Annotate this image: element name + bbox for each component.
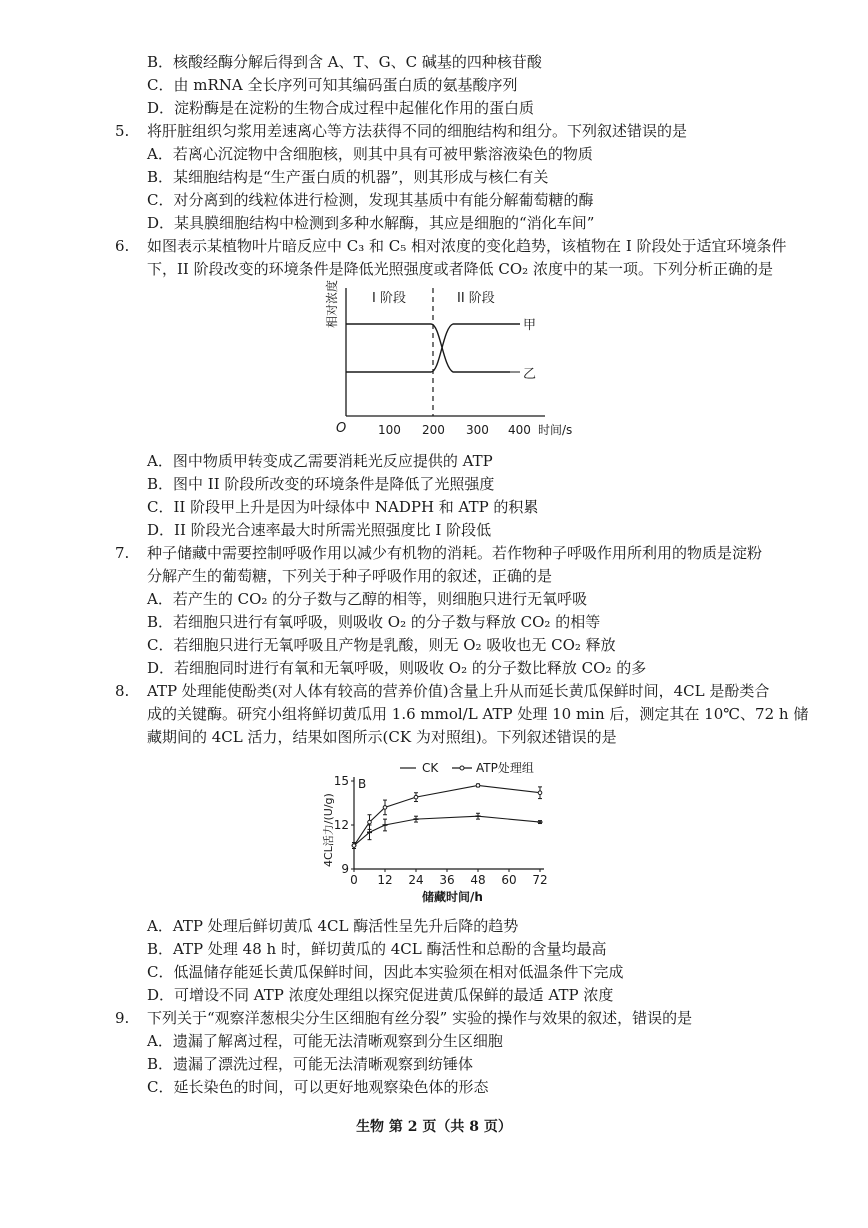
q8-stem-line3: 藏期间的 4CL 活力，结果如图所示(CK 为对照组)。下列叙述错误的是	[147, 728, 617, 746]
q6-stem-line1: 如图表示某植物叶片暗反应中 C₃ 和 C₅ 相对浓度的变化趋势，该植物在 I 阶段处于适宜环境条件	[147, 237, 787, 255]
c2-series-line-0	[354, 816, 540, 845]
q4-option-b: B．核酸经酶分解后得到含 A、T、G、C 碱基的四种核苷酸	[147, 53, 542, 71]
c2-x-tick-12: 12	[377, 873, 393, 887]
q8-option-b: B．ATP 处理 48 h 时，鲜切黄瓜的 4CL 酶活性和总酚的含量均最高	[147, 940, 607, 958]
q8-option-c: C．低温储存能延长黄瓜保鲜时间，因此本实验须在相对低温条件下完成	[147, 963, 624, 981]
c2-x-axis-label: 储藏时间/h	[422, 890, 483, 904]
c2-x-tick-60: 60	[501, 873, 517, 887]
origin-label: O	[336, 421, 347, 436]
c2-x-tick-36: 36	[439, 873, 455, 887]
c2-point-1-2	[383, 806, 387, 810]
c2-x-tick-0: 0	[350, 873, 358, 887]
q8-option-a: A．ATP 处理后鲜切黄瓜 4CL 酶活性呈先升后降的趋势	[147, 917, 519, 935]
q6-option-b: B．图中 II 阶段所改变的环境条件是降低了光照强度	[147, 475, 495, 493]
q8-number: 8.	[115, 682, 130, 700]
q9-number: 9.	[115, 1009, 130, 1027]
q8-stem-line2: 成的关键酶。研究小组将鲜切黄瓜用 1.6 mmol/L ATP 处理 10 min 后，测定其在 10℃、72 h 储	[147, 705, 809, 723]
q6-option-d: D．II 阶段光合速率最大时所需光照强度比 I 阶段低	[147, 521, 492, 539]
q5-option-c: C．对分离到的线粒体进行检测，发现其基质中有能分解葡萄糖的酶	[147, 191, 594, 209]
q7-option-b: B．若细胞只进行有氧呼吸，则吸收 O₂ 的分子数与释放 CO₂ 的相等	[147, 613, 601, 631]
q7-option-d: D．若细胞同时进行有氧和无氧呼吸，则吸收 O₂ 的分子数比释放 CO₂ 的多	[147, 659, 647, 677]
q9-option-a: A．遗漏了解离过程，可能无法清晰观察到分生区细胞	[147, 1032, 503, 1050]
q5-option-a: A．若离心沉淀物中含细胞核，则其中具有可被甲紫溶液染色的物质	[147, 145, 593, 163]
label-yi: 乙	[523, 367, 537, 382]
legend-atp-marker	[460, 766, 464, 770]
c2-y-tick-12: 12	[333, 818, 349, 832]
q6-option-c: C．II 阶段甲上升是因为叶绿体中 NADPH 和 ATP 的积累	[147, 498, 539, 516]
q6-option-a: A．图中物质甲转变成乙需要消耗光反应提供的 ATP	[147, 452, 493, 470]
q7-option-c: C．若细胞只进行无氧呼吸且产物是乳酸，则无 O₂ 吸收也无 CO₂ 释放	[147, 636, 616, 654]
q7-stem-line1: 种子储藏中需要控制呼吸作用以减少有机物的消耗。若作物种子呼吸作用所利用的物质是淀粉	[147, 544, 763, 562]
x-tick-100: 100	[378, 423, 401, 437]
phase-1-label: I 阶段	[372, 291, 406, 306]
q9-stem: 下列关于“观察洋葱根尖分生区细胞有丝分裂” 实验的操作与效果的叙述，错误的是	[147, 1009, 693, 1027]
q9-option-b: B．遗漏了漂洗过程，可能无法清晰观察到纺锤体	[147, 1055, 474, 1073]
q5-option-b: B．某细胞结构是“生产蛋白质的机器”，则其形成与核仁有关	[147, 168, 549, 186]
legend-atp-label: ATP处理组	[476, 761, 534, 775]
c2-y-tick-9: 9	[341, 862, 349, 876]
q9-option-c: C．延长染色的时间，可以更好地观察染色体的形态	[147, 1078, 489, 1096]
legend-ck-label: CK	[422, 761, 439, 775]
x-tick-300: 300	[466, 423, 489, 437]
page-footer: 生物 第 2 页（共 8 页）	[356, 1119, 512, 1135]
q6-number: 6.	[115, 237, 130, 255]
q5-number: 5.	[115, 122, 130, 140]
q6-stem-line2: 下，II 阶段改变的环境条件是降低光照强度或者降低 CO₂ 浓度中的某一项。下列分析正确的是	[147, 260, 773, 278]
c2-y-tick-15: 15	[333, 774, 349, 788]
q7-number: 7.	[115, 544, 130, 562]
q8-option-d: D．可增设不同 ATP 浓度处理组以探究促进黄瓜保鲜的最适 ATP 浓度	[147, 986, 614, 1004]
q4-option-d: D．淀粉酶是在淀粉的生物合成过程中起催化作用的蛋白质	[147, 99, 535, 117]
q5-option-d: D．某具膜细胞结构中检测到多种水解酶，其应是细胞的“消化车间”	[147, 214, 595, 232]
y-axis-label: 相对浓度	[325, 280, 339, 328]
q8-stem-line1: ATP 处理能使酚类(对人体有较高的营养价值)含量上升从而延长黄瓜保鲜时间，4CL 是酚类合	[147, 682, 770, 700]
c2-y-axis-label: 4CL活力/(U/g)	[322, 793, 335, 867]
c2-x-tick-48: 48	[470, 873, 486, 887]
x-tick-200: 200	[422, 423, 445, 437]
c2-point-1-1	[368, 820, 372, 824]
c2-point-1-0	[352, 844, 356, 848]
q4-option-c: C．由 mRNA 全长序列可知其编码蛋白质的氨基酸序列	[147, 76, 518, 94]
c2-series-line-1	[354, 785, 540, 845]
curve-jia	[346, 324, 510, 372]
c2-point-1-4	[476, 784, 480, 788]
c2-x-tick-72: 72	[532, 873, 548, 887]
label-jia: 甲	[523, 318, 537, 333]
phase-2-label: II 阶段	[457, 291, 495, 306]
x-tick-400: 400	[508, 423, 531, 437]
c2-point-1-5	[538, 791, 542, 795]
q7-stem-line2: 分解产生的葡萄糖，下列关于种子呼吸作用的叙述，正确的是	[147, 567, 553, 585]
c2-x-tick-24: 24	[408, 873, 424, 887]
c2-point-1-3	[414, 795, 418, 799]
x-axis-label: 时间/s	[538, 423, 573, 437]
q6-concentration-chart	[320, 280, 590, 445]
c2-panel-label: B	[358, 777, 367, 791]
q7-option-a: A．若产生的 CO₂ 的分子数与乙醇的相等，则细胞只进行无氧呼吸	[147, 590, 588, 608]
q5-stem: 将肝脏组织匀浆用差速离心等方法获得不同的细胞结构和组分。下列叙述错误的是	[147, 122, 688, 140]
q8-4cl-activity-chart	[310, 755, 580, 910]
